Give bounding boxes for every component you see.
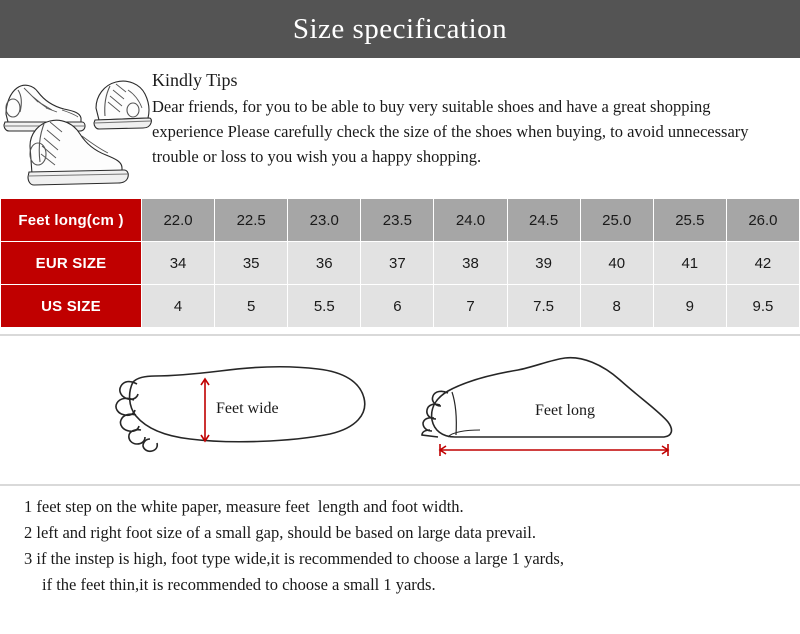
table-cell: 6	[361, 285, 434, 328]
note-line-2: 2 left and right foot size of a small gap, should be based on large data prevail.	[24, 523, 536, 542]
feet-wide-arrow	[201, 379, 209, 441]
table-cell: 35	[215, 242, 288, 285]
table-cell: 22.0	[142, 199, 215, 242]
foot-side-outline	[422, 358, 671, 437]
table-cell: 42	[726, 242, 799, 285]
tips-title: Kindly Tips	[152, 70, 238, 90]
table-cell: 38	[434, 242, 507, 285]
table-cell: 36	[288, 242, 361, 285]
table-cell: 7	[434, 285, 507, 328]
row-header-us-size: US SIZE	[1, 285, 142, 328]
note-line-4: if the feet thin,it is recommended to choose a small 1 yards.	[42, 575, 436, 594]
table-cell: 34	[142, 242, 215, 285]
foot-measurement-diagram	[0, 336, 800, 478]
table-cell: 22.5	[215, 199, 288, 242]
table-cell: 4	[142, 285, 215, 328]
table-cell: 39	[507, 242, 580, 285]
table-cell: 41	[653, 242, 726, 285]
table-cell: 9.5	[726, 285, 799, 328]
table-cell: 9	[653, 285, 726, 328]
table-cell: 40	[580, 242, 653, 285]
table-cell: 8	[580, 285, 653, 328]
table-cell: 37	[361, 242, 434, 285]
row-header-eur-size: EUR SIZE	[1, 242, 142, 285]
table-row	[1, 285, 800, 328]
feet-wide-label: Feet wide	[216, 400, 279, 417]
table-cell: 25.5	[653, 199, 726, 242]
notes-section	[0, 486, 800, 598]
size-table-body	[1, 199, 800, 328]
page-header	[0, 0, 800, 58]
table-cell: 23.0	[288, 199, 361, 242]
table-cell: 5.5	[288, 285, 361, 328]
tips-section	[0, 58, 800, 198]
table-cell: 23.5	[361, 199, 434, 242]
table-row	[1, 199, 800, 242]
page-title: Size specification	[292, 12, 508, 45]
feet-long-arrow	[440, 444, 668, 456]
sneakers-illustration	[0, 68, 152, 192]
tips-text	[152, 68, 800, 192]
note-line-3: 3 if the instep is high, foot type wide,it is recommended to choose a large 1 yards,	[24, 549, 564, 568]
table-cell: 26.0	[726, 199, 799, 242]
row-header-feet-long: Feet long(cm )	[1, 199, 142, 242]
note-line-1: 1 feet step on the white paper, measure feet length and foot width.	[24, 497, 464, 516]
table-cell: 5	[215, 285, 288, 328]
table-row	[1, 242, 800, 285]
size-table	[0, 198, 800, 328]
feet-long-label: Feet long	[535, 402, 595, 419]
tips-body: Dear friends, for you to be able to buy very suitable shoes and have a great shopping experience Please carefully check the size of the shoes when buying, to avoid unnecessary trouble or loss to you wish you a happy shopping.	[152, 97, 749, 166]
table-cell: 24.5	[507, 199, 580, 242]
table-cell: 25.0	[580, 199, 653, 242]
table-cell: 24.0	[434, 199, 507, 242]
table-cell: 7.5	[507, 285, 580, 328]
